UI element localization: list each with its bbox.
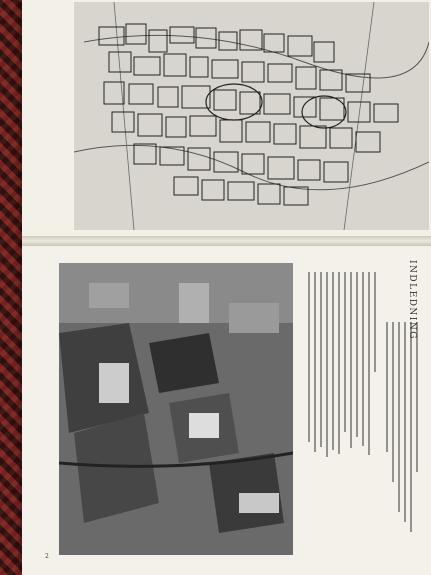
upper-page bbox=[22, 0, 431, 243]
historic-village-map bbox=[74, 2, 429, 230]
open-book bbox=[22, 0, 431, 575]
lower-page bbox=[22, 246, 431, 575]
body-text-column bbox=[304, 262, 424, 562]
section-heading: INDLEDNING bbox=[407, 260, 417, 340]
aerial-village-photo bbox=[59, 263, 293, 555]
page-number: 2 bbox=[45, 553, 49, 560]
